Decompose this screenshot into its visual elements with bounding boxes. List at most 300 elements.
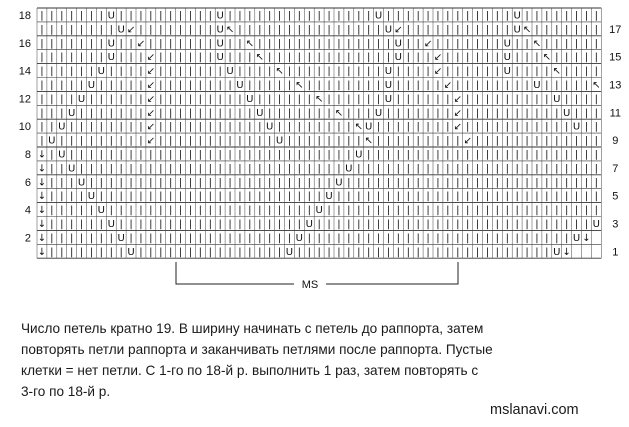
knit-symbol: | xyxy=(287,66,292,78)
yarn-over-symbol: U xyxy=(87,79,96,91)
knit-symbol: | xyxy=(436,232,440,244)
knit-symbol: | xyxy=(495,205,500,217)
knit-symbol: | xyxy=(347,177,351,189)
decrease-symbol: ↙ xyxy=(126,24,136,36)
knit-symbol: | xyxy=(287,232,292,244)
knit-symbol: | xyxy=(535,149,539,161)
knit-symbol: | xyxy=(277,10,282,22)
knit-symbol: | xyxy=(555,10,559,22)
knit-symbol: | xyxy=(436,93,440,105)
knit-symbol: | xyxy=(327,135,331,147)
knit-symbol: | xyxy=(594,135,599,147)
knit-symbol: | xyxy=(258,232,262,244)
knit-symbol: | xyxy=(109,24,113,36)
knit-symbol: | xyxy=(277,205,282,217)
knit-symbol: | xyxy=(564,52,569,64)
knit-symbol: | xyxy=(495,163,500,175)
knit-symbol: | xyxy=(60,218,64,230)
knit-symbol: | xyxy=(267,246,272,258)
knit-symbol: | xyxy=(406,93,410,105)
knit-symbol: | xyxy=(297,163,302,175)
knit-symbol: | xyxy=(525,66,529,78)
yarn-over-symbol: U xyxy=(107,38,115,50)
knit-symbol: | xyxy=(465,177,470,189)
knit-symbol: | xyxy=(386,121,391,133)
knit-symbol: | xyxy=(208,191,212,203)
knit-symbol: | xyxy=(258,191,262,203)
decrease-symbol: ↓ xyxy=(37,149,47,161)
knit-symbol: | xyxy=(426,24,430,36)
decrease-symbol: ↙ xyxy=(136,38,146,50)
knit-symbol: | xyxy=(366,163,371,175)
knit-symbol: | xyxy=(129,205,133,217)
knit-symbol: | xyxy=(396,93,401,105)
knit-symbol: | xyxy=(129,218,133,230)
knit-symbol: | xyxy=(228,38,232,50)
knit-symbol: | xyxy=(505,135,509,147)
knit-symbol: | xyxy=(337,191,341,203)
knit-symbol: | xyxy=(238,66,242,78)
knit-symbol: | xyxy=(297,38,302,50)
knit-symbol: | xyxy=(396,205,401,217)
knit-symbol: | xyxy=(307,135,311,147)
knit-symbol: | xyxy=(446,205,450,217)
knit-symbol: | xyxy=(584,218,589,230)
knit-symbol: | xyxy=(485,177,490,189)
knit-symbol: | xyxy=(218,107,222,119)
knit-symbol: | xyxy=(347,38,351,50)
knit-symbol: | xyxy=(307,79,311,91)
knit-symbol: | xyxy=(99,177,104,189)
knit-symbol: | xyxy=(485,232,490,244)
knit-symbol: | xyxy=(347,218,351,230)
knit-symbol: | xyxy=(525,121,529,133)
knit-symbol: | xyxy=(436,121,440,133)
knit-symbol: | xyxy=(258,10,262,22)
knit-symbol: | xyxy=(208,218,212,230)
knit-symbol: | xyxy=(267,163,272,175)
knit-symbol: | xyxy=(446,107,450,119)
knit-symbol: | xyxy=(40,93,44,105)
knit-symbol: | xyxy=(495,149,500,161)
knit-symbol: | xyxy=(475,149,480,161)
knit-symbol: | xyxy=(475,232,480,244)
row-number: 6 xyxy=(24,176,31,189)
knit-symbol: | xyxy=(475,107,480,119)
knit-symbol: | xyxy=(406,163,410,175)
knit-symbol: | xyxy=(218,232,222,244)
knit-symbol: | xyxy=(119,163,123,175)
knit-symbol: | xyxy=(228,79,232,91)
yarn-over-symbol: U xyxy=(374,10,383,22)
knit-symbol: | xyxy=(436,177,440,189)
knit-symbol: | xyxy=(69,177,74,189)
knit-symbol: | xyxy=(109,149,113,161)
knit-symbol: | xyxy=(495,121,500,133)
knit-symbol: | xyxy=(228,205,232,217)
knit-symbol: | xyxy=(69,38,74,50)
knit-symbol: | xyxy=(277,93,282,105)
knit-symbol: | xyxy=(525,205,529,217)
knit-symbol: | xyxy=(475,121,480,133)
knit-symbol: | xyxy=(159,10,163,22)
knit-symbol: | xyxy=(248,163,252,175)
knit-symbol: | xyxy=(40,10,44,22)
decrease-symbol: ↙ xyxy=(433,52,443,64)
knit-symbol: | xyxy=(584,66,589,78)
knit-symbol: | xyxy=(426,121,430,133)
knit-symbol: | xyxy=(198,24,203,36)
knit-symbol: | xyxy=(545,24,549,36)
knit-symbol: | xyxy=(248,121,252,133)
knit-symbol: | xyxy=(327,246,331,258)
knit-symbol: | xyxy=(277,246,282,258)
knit-symbol: | xyxy=(109,177,113,189)
knit-symbol: | xyxy=(307,177,311,189)
knit-symbol: | xyxy=(465,121,470,133)
knit-symbol: | xyxy=(465,205,470,217)
knit-symbol: | xyxy=(416,93,420,105)
knit-symbol: | xyxy=(307,52,311,64)
knit-symbol: | xyxy=(485,191,490,203)
knit-symbol: | xyxy=(228,93,232,105)
knit-symbol: | xyxy=(258,79,262,91)
knit-symbol: | xyxy=(436,79,440,91)
knit-symbol: | xyxy=(50,246,54,258)
knit-symbol: | xyxy=(525,79,529,91)
knit-symbol: | xyxy=(426,135,430,147)
knit-symbol: | xyxy=(337,24,341,36)
yarn-over-symbol: U xyxy=(553,246,561,258)
knit-symbol: | xyxy=(159,149,163,161)
knit-symbol: | xyxy=(386,52,391,64)
knit-symbol: | xyxy=(555,107,559,119)
yarn-over-symbol: U xyxy=(374,107,383,119)
yarn-over-symbol: U xyxy=(394,52,403,64)
knit-symbol: | xyxy=(228,246,232,258)
knit-symbol: | xyxy=(40,121,44,133)
knit-symbol: | xyxy=(50,177,54,189)
knit-symbol: | xyxy=(386,10,391,22)
knit-symbol: | xyxy=(188,10,193,22)
knit-symbol: | xyxy=(317,177,321,189)
knit-symbol: | xyxy=(386,205,391,217)
row-number: 1 xyxy=(612,246,619,259)
knit-symbol: | xyxy=(426,79,430,91)
yarn-over-symbol: U xyxy=(236,79,244,91)
knit-symbol: | xyxy=(178,135,183,147)
knit-symbol: | xyxy=(267,135,272,147)
knit-symbol: | xyxy=(475,38,480,50)
knit-symbol: | xyxy=(426,66,430,78)
knit-symbol: | xyxy=(594,205,599,217)
knit-symbol: | xyxy=(327,121,331,133)
knit-symbol: | xyxy=(317,24,321,36)
yarn-over-symbol: U xyxy=(216,10,224,22)
knit-symbol: | xyxy=(89,135,94,147)
knit-symbol: | xyxy=(218,163,222,175)
knit-symbol: | xyxy=(555,163,559,175)
knit-symbol: | xyxy=(337,93,341,105)
knit-symbol: | xyxy=(416,205,420,217)
knit-symbol: | xyxy=(475,246,480,258)
decrease-symbol: ↙ xyxy=(453,121,462,133)
knit-symbol: | xyxy=(178,149,183,161)
knit-symbol: | xyxy=(485,135,490,147)
knit-symbol: | xyxy=(535,107,539,119)
knit-symbol: | xyxy=(555,38,559,50)
knit-symbol: | xyxy=(267,232,272,244)
knit-symbol: | xyxy=(149,232,153,244)
knit-symbol: | xyxy=(79,135,84,147)
knit-symbol: | xyxy=(555,135,559,147)
knit-symbol: | xyxy=(416,218,420,230)
row-number: 8 xyxy=(24,148,31,161)
knit-symbol: | xyxy=(406,191,410,203)
knit-symbol: | xyxy=(327,107,331,119)
row-number: 17 xyxy=(609,23,622,36)
knit-symbol: | xyxy=(50,205,54,217)
knit-symbol: | xyxy=(89,93,94,105)
knit-symbol: | xyxy=(465,52,470,64)
knit-symbol: | xyxy=(347,10,351,22)
knit-symbol: | xyxy=(109,232,113,244)
knit-symbol: | xyxy=(238,177,242,189)
knit-symbol: | xyxy=(79,163,84,175)
knit-symbol: | xyxy=(426,218,430,230)
decrease-symbol: ↓ xyxy=(37,205,47,217)
knit-symbol: | xyxy=(366,107,371,119)
knit-symbol: | xyxy=(267,52,272,64)
knit-symbol: | xyxy=(376,205,381,217)
yarn-over-symbol: U xyxy=(513,10,521,22)
caption-line: клетки = нет петли. С 1-го по 18-й р. выполнить 1 раз, затем повторять с xyxy=(21,363,479,378)
knit-symbol: | xyxy=(248,10,252,22)
knit-symbol: | xyxy=(446,66,450,78)
knit-symbol: | xyxy=(386,107,391,119)
knit-symbol: | xyxy=(396,79,401,91)
knit-symbol: | xyxy=(129,177,133,189)
knit-symbol: | xyxy=(555,218,559,230)
yarn-over-symbol: U xyxy=(216,52,224,64)
knit-symbol: | xyxy=(258,163,262,175)
knit-symbol: | xyxy=(50,107,54,119)
knit-symbol: | xyxy=(297,218,302,230)
decrease-symbol: ↖ xyxy=(522,24,532,36)
knit-symbol: | xyxy=(426,93,430,105)
knit-symbol: | xyxy=(258,205,262,217)
knit-symbol: | xyxy=(109,135,113,147)
knit-symbol: | xyxy=(564,135,569,147)
knit-symbol: | xyxy=(208,66,212,78)
knit-symbol: | xyxy=(277,232,282,244)
knit-symbol: | xyxy=(139,163,143,175)
knit-symbol: | xyxy=(159,107,163,119)
knit-symbol: | xyxy=(208,177,212,189)
knit-symbol: | xyxy=(406,177,410,189)
knit-symbol: | xyxy=(485,52,490,64)
knit-symbol: | xyxy=(545,177,549,189)
knit-symbol: | xyxy=(495,38,500,50)
knit-symbol: | xyxy=(287,218,292,230)
knit-symbol: | xyxy=(594,107,599,119)
knit-symbol: | xyxy=(89,163,94,175)
yarn-over-symbol: U xyxy=(503,66,511,78)
row-number: 13 xyxy=(609,79,622,92)
knit-symbol: | xyxy=(376,79,381,91)
knit-symbol: | xyxy=(545,107,549,119)
knit-symbol: | xyxy=(505,10,509,22)
knit-symbol: | xyxy=(574,24,579,36)
knit-symbol: | xyxy=(396,232,401,244)
knit-symbol: | xyxy=(149,205,153,217)
knit-symbol: | xyxy=(267,218,272,230)
knit-symbol: | xyxy=(277,163,282,175)
knit-symbol: | xyxy=(159,38,163,50)
knit-symbol: | xyxy=(248,149,252,161)
knit-symbol: | xyxy=(258,177,262,189)
knit-symbol: | xyxy=(515,218,519,230)
knit-symbol: | xyxy=(258,24,262,36)
knit-symbol: | xyxy=(436,246,440,258)
knit-symbol: | xyxy=(99,218,104,230)
knit-symbol: | xyxy=(129,38,133,50)
knit-symbol: | xyxy=(337,205,341,217)
knit-symbol: | xyxy=(545,246,549,258)
knit-symbol: | xyxy=(307,24,311,36)
knit-symbol: | xyxy=(287,205,292,217)
knit-symbol: | xyxy=(317,52,321,64)
knit-symbol: | xyxy=(50,24,54,36)
watermark: mslanavi.com xyxy=(490,402,579,418)
knit-symbol: | xyxy=(129,135,133,147)
knit-symbol: | xyxy=(396,246,401,258)
knit-symbol: | xyxy=(139,191,143,203)
knit-symbol: | xyxy=(297,93,302,105)
knit-symbol: | xyxy=(89,10,94,22)
knit-symbol: | xyxy=(416,191,420,203)
knit-symbol: | xyxy=(594,10,599,22)
knit-symbol: | xyxy=(159,205,163,217)
knit-symbol: | xyxy=(416,163,420,175)
knit-symbol: | xyxy=(416,66,420,78)
knit-symbol: | xyxy=(168,107,173,119)
knit-symbol: | xyxy=(465,149,470,161)
knit-symbol: | xyxy=(139,66,143,78)
yarn-over-symbol: U xyxy=(117,232,125,244)
knit-symbol: | xyxy=(119,66,123,78)
knit-symbol: | xyxy=(584,191,589,203)
knit-symbol: | xyxy=(317,121,321,133)
knit-symbol: | xyxy=(89,121,94,133)
knit-symbol: | xyxy=(317,163,321,175)
knit-symbol: | xyxy=(267,177,272,189)
knit-symbol: | xyxy=(168,218,173,230)
knit-symbol: | xyxy=(456,66,460,78)
knit-symbol: | xyxy=(89,232,94,244)
knit-symbol: | xyxy=(465,107,470,119)
knit-symbol: | xyxy=(159,232,163,244)
knit-symbol: | xyxy=(505,93,509,105)
knit-symbol: | xyxy=(119,246,123,258)
knit-symbol: | xyxy=(465,218,470,230)
knit-symbol: | xyxy=(188,191,193,203)
yarn-over-symbol: U xyxy=(256,107,264,119)
knit-symbol: | xyxy=(475,66,480,78)
knit-symbol: | xyxy=(446,135,450,147)
knit-symbol: | xyxy=(248,177,252,189)
knit-symbol: | xyxy=(515,205,519,217)
row-numbers-left xyxy=(19,10,31,244)
knit-symbol: | xyxy=(416,121,420,133)
knit-symbol: | xyxy=(109,93,113,105)
knit-symbol: | xyxy=(594,191,599,203)
knit-symbol: | xyxy=(129,163,133,175)
yarn-over-symbol: U xyxy=(87,191,96,203)
knit-symbol: | xyxy=(109,79,113,91)
knit-symbol: | xyxy=(228,163,232,175)
yarn-over-symbol: U xyxy=(216,24,224,36)
row-numbers-right xyxy=(609,24,621,258)
knit-symbol: | xyxy=(416,52,420,64)
knit-symbol: | xyxy=(238,135,242,147)
caption-line: Число петель кратно 19. В ширину начинать с петель до раппорта, затем xyxy=(21,321,484,336)
decrease-symbol: ↓ xyxy=(37,163,47,175)
knit-symbol: | xyxy=(495,52,500,64)
decrease-symbol: ↖ xyxy=(364,135,373,147)
yarn-over-symbol: U xyxy=(58,121,66,133)
knit-symbol: | xyxy=(188,24,193,36)
knit-symbol: | xyxy=(327,10,331,22)
knit-symbol: | xyxy=(238,121,242,133)
knit-symbol: | xyxy=(238,52,242,64)
knit-symbol: | xyxy=(545,163,549,175)
knit-symbol: | xyxy=(238,107,242,119)
knit-symbol: | xyxy=(50,232,54,244)
knit-symbol: | xyxy=(555,177,559,189)
knit-symbol: | xyxy=(188,177,193,189)
knit-symbol: | xyxy=(307,38,311,50)
knit-symbol: | xyxy=(277,218,282,230)
knit-symbol: | xyxy=(258,218,262,230)
decrease-symbol: ↖ xyxy=(354,121,363,133)
knit-symbol: | xyxy=(297,177,302,189)
knit-symbol: | xyxy=(60,24,64,36)
knit-symbol: | xyxy=(475,135,480,147)
knit-symbol: | xyxy=(436,135,440,147)
knit-symbol: | xyxy=(337,149,341,161)
knit-symbol: | xyxy=(357,24,361,36)
knit-symbol: | xyxy=(188,52,193,64)
knit-symbol: | xyxy=(168,177,173,189)
knit-symbol: | xyxy=(188,66,193,78)
knit-symbol: | xyxy=(258,93,262,105)
yarn-over-symbol: U xyxy=(107,52,115,64)
knit-symbol: | xyxy=(297,10,302,22)
knit-symbol: | xyxy=(198,66,203,78)
knit-symbol: | xyxy=(446,177,450,189)
knit-symbol: | xyxy=(574,177,579,189)
knit-symbol: | xyxy=(119,107,123,119)
knit-symbol: | xyxy=(168,121,173,133)
decrease-symbol: ↙ xyxy=(146,121,156,133)
knit-symbol: | xyxy=(475,205,480,217)
knit-symbol: | xyxy=(436,107,440,119)
row-number: 11 xyxy=(609,107,622,120)
knit-symbol: | xyxy=(446,218,450,230)
knit-symbol: | xyxy=(574,205,579,217)
knit-symbol: | xyxy=(139,24,143,36)
